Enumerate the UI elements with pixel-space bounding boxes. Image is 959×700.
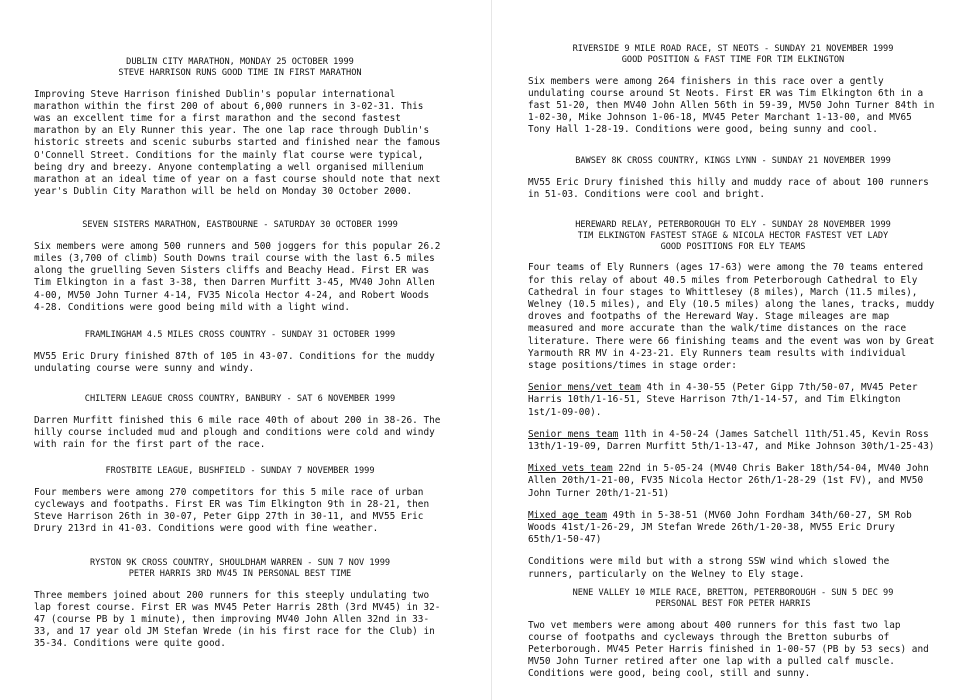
section-closing: Conditions were mild but with a strong SSW wind which slowed the runners, particularly on the Welney to Ely stage. [528,556,890,580]
section-title: FRAMLINGHAM 4.5 MILES CROSS COUNTRY - SUNDAY 31 OCTOBER 1999 [84,330,396,340]
team-label: Senior mens/vet team [528,382,641,394]
section-body: Three members joined about 200 runners for this steeply undulating two lap forest course. First ER was MV45 Peter Harris 28th (3rd MV45) in 32-47 (course PB by 1 minute), then improving MV40 John Allen 32nd in 33-33, and 17 year old JM Stefan Wrede (in his first race for the Club) in 35-34. Conditions were quite good. [34,589,441,650]
section-subtitle: PETER HARRIS 3RD MV45 IN PERSONAL BEST TIME [128,568,352,579]
team-result-mixed-vets [528,463,938,500]
section-ryston-cross-country [34,558,446,651]
section-body: MV55 Eric Drury finished this hilly and muddy race of about 100 runners in 51-03. Conditions were cool and bright. [528,176,929,200]
section-body: Six members were among 264 finishers in this race over a gently undulating course around St Neots. First ER was Tim Elkington 6th in a fast 51-20, then MV40 John Allen 56th in 59-39, MV50 John Turner 84th in 1-02-30, Mike Johnson 1-06-18, MV45 Peter Marchant 1-13-00, and MV65 Tony Hall 1-28-19. Conditions were good, being sunny and cool. [528,75,935,136]
section-bawsey-cross-country [528,156,938,201]
section-title: CHILTERN LEAGUE CROSS COUNTRY, BANBURY - SAT 6 NOVEMBER 1999 [84,394,396,404]
team-result-mixed-age [528,510,938,547]
team-result-text: 22nd in 5-05-24 (MV40 Chris Baker 18th/54-04, MV40 John Allen 20th/1-21-00, FV35 Nicola Hector 26th/1-28-29 (1st FV), and MV50 John Turner 20th/1-21-51) [528,463,929,499]
section-subtitle: TIM ELKINGTON FASTEST STAGE & NICOLA HECTOR FASTEST VET LADY [577,230,889,241]
section-riverside-road-race [528,44,938,137]
section-subtitle: GOOD POSITION & FAST TIME FOR TIM ELKINGTON [621,54,845,65]
section-title: FROSTBITE LEAGUE, BUSHFIELD - SUNDAY 7 NOVEMBER 1999 [105,466,375,476]
section-subtitle: PERSONAL BEST FOR PETER HARRIS [655,598,811,609]
section-body: Two vet members were among about 400 runners for this fast two lap course of footpaths and cycleways through the Bretton suburbs of Peterborough. MV45 Peter Harris finished in 1-00-57 (PB by 53 secs) and MV50 John Turner retired after one lap with a pulled calf muscle. Conditions were good, being cool, still and sunny. [528,619,929,680]
section-body: Improving Steve Harrison finished Dublin's popular international marathon within the first 200 of about 6,000 runners in 3-02-31. This was an excellent time for a first marathon and the second fastest marathon by an Ely Runner this year. The one lap race through Dublin's historic streets and scenic suburbs started and finished near the famous O'Connell Street. Conditions for the mainly flat course were typical, being dry and breezy. Anyone contemplating a well organised millenium marathon at an ideal time of year on a fast course should note that next year's Dublin City Marathon will be held on Monday 30 October 2000. [34,88,441,198]
section-title: DUBLIN CITY MARATHON, MONDAY 25 OCTOBER 1999 [126,57,354,67]
team-label: Senior mens team [528,428,619,440]
team-result-senior-mens-vet [528,382,938,419]
section-body: Four teams of Ely Runners (ages 17-63) were among the 70 teams entered for this relay of about 40.5 miles from Peterborough Cathedral to Ely Cathedral in four stages to Whittlesey (8 miles), March (11.5 miles), Welney (10.5 miles), and Ely (10.5 miles) along the lanes, tracks, muddy droves and footpaths of the Hereward Way. Stage mileages are map measured and more accurate than the walk/time distances on the race literature. There were 66 finishing teams and the event was won by Great Yarmouth RR MV in 4-23-21. Ely Runners team results with individual stage positions/times in stage order: [528,262,935,372]
section-title: RIVERSIDE 9 MILE ROAD RACE, ST NEOTS - SUNDAY 21 NOVEMBER 1999 [572,44,894,54]
team-result-text: 49th in 5-38-51 (MV60 John Fordham 34th/60-27, SM Rob Woods 41st/1-26-29, JM Stefan Wrede 26th/1-20-38, MV55 Eric Drury 65th/1-50-47) [528,509,912,546]
team-result-senior-mens [528,429,938,453]
section-body: Four members were among 270 competitors for this 5 mile race of urban cycleways and footpaths. First ER was Tim Elkington 9th in 28-21, then Steve Harrison 26th in 30-07, Peter Gipp 27th in 30-11, and MV55 Eric Drury 213rd in 41-03. Conditions were good with fine weather. [34,486,430,535]
section-hereward-relay [528,220,938,581]
section-dublin-marathon [34,57,446,198]
section-body: Darren Murfitt finished this 6 mile race 40th of about 200 in 38-26. The hilly course included mud and plough and conditions were cold and windy with rain for the first part of the race. [34,414,441,451]
section-nene-valley [528,588,938,681]
team-label: Mixed vets team [528,463,613,475]
section-seven-sisters [34,220,446,314]
section-subtitle: GOOD POSITIONS FOR ELY TEAMS [660,241,806,252]
page-fold [491,0,492,700]
section-title: RYSTON 9K CROSS COUNTRY, SHOULDHAM WARREN - SUN 7 NOV 1999 [89,558,391,568]
section-subtitle: STEVE HARRISON RUNS GOOD TIME IN FIRST MARATHON [118,67,362,78]
team-label: Mixed age team [528,509,608,521]
team-result-text: 4th in 4-30-55 (Peter Gipp 7th/50-07, MV45 Peter Harris 10th/1-16-51, Steve Harrison 7th/1-14-57, and Tim Elkington 1st/1-09-00). [528,382,918,418]
section-framlingham [34,330,446,375]
section-title: SEVEN SISTERS MARATHON, EASTBOURNE - SATURDAY 30 OCTOBER 1999 [82,220,398,230]
section-title: NENE VALLEY 10 MILE RACE, BRETTON, PETERBOROUGH - SUN 5 DEC 99 [572,588,894,598]
section-title: HEREWARD RELAY, PETERBOROUGH TO ELY - SUNDAY 28 NOVEMBER 1999 [575,220,891,230]
section-chiltern-league [34,394,446,451]
team-result-text: 11th in 4-50-24 (James Satchell 11th/51.45, Kevin Ross 13th/1-19-09, Darren Murfitt 5th/1-13-47, and Mike Johnson 30th/1-25-43) [528,428,935,453]
section-body: Six members were among 500 runners and 500 joggers for this popular 26.2 miles (3,700 of climb) South Downs trail course with the last 6.5 miles along the gruelling Seven Sisters cliffs and Beachy Head. First ER was Tim Elkington in a fast 3-38, then Darren Murfitt 3-45, MV40 John Allen 4-00, MV50 John Turner 4-14, FV35 Nicola Hector 4-24, and Robert Woods 4-28. Conditions were good being mild with a light wind. [34,240,441,313]
section-title: BAWSEY 8K CROSS COUNTRY, KINGS LYNN - SUNDAY 21 NOVEMBER 1999 [575,156,891,166]
section-body: MV55 Eric Drury finished 87th of 105 in 43-07. Conditions for the muddy undulating course were sunny and windy. [34,350,435,374]
section-frostbite-league [34,466,446,536]
